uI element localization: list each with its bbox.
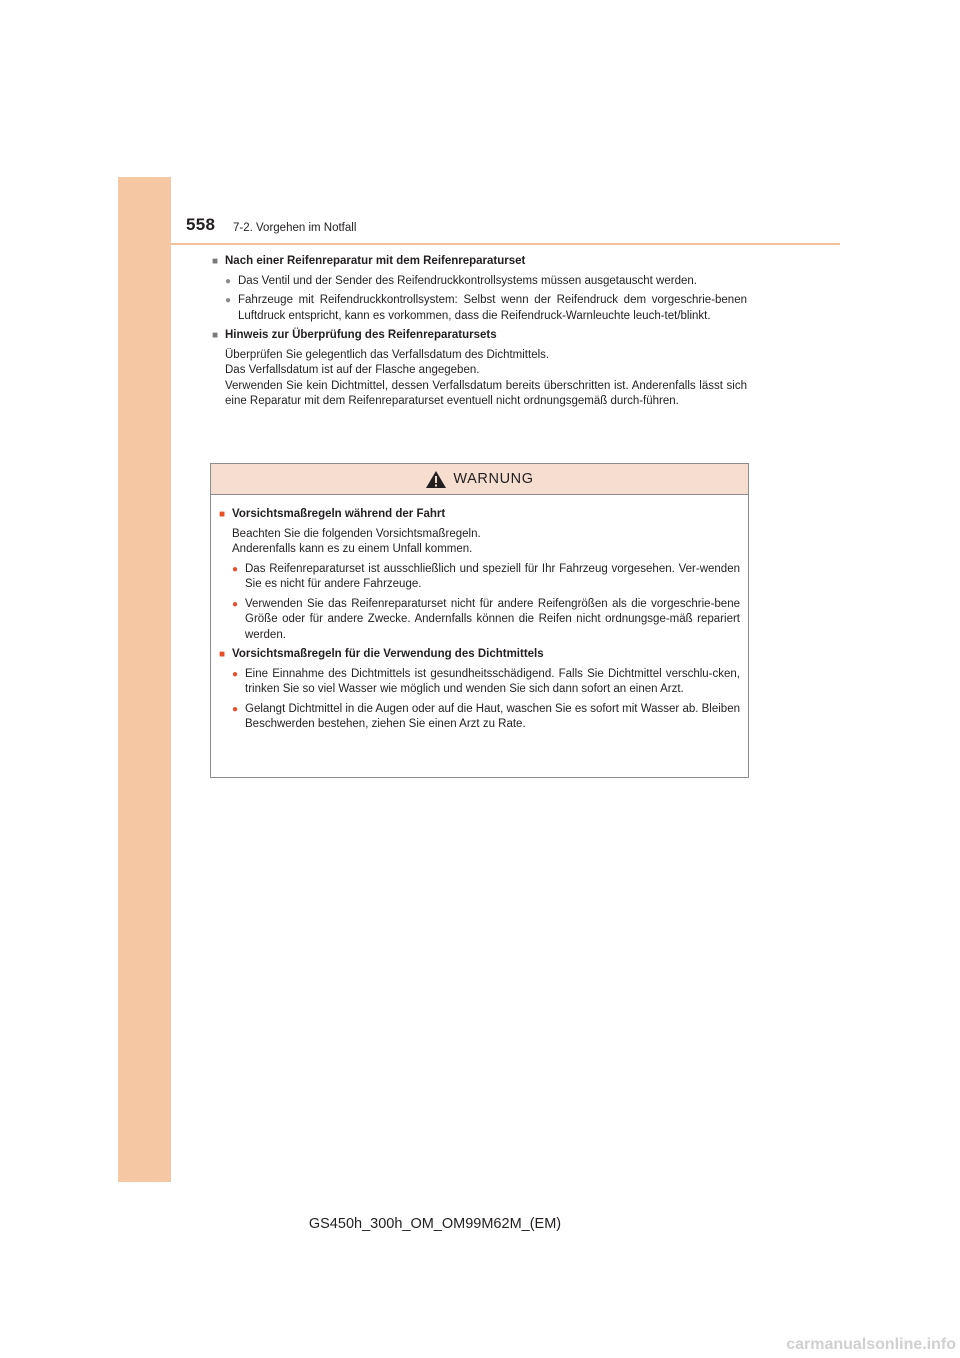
list-item [225,274,747,290]
paragraph-line: Anderenfalls kann es zu einem Unfall kommen. [232,543,473,555]
warning-triangle-icon [425,470,447,489]
paragraph-line: Das Verfallsdatum ist auf der Flasche angegeben. [225,364,480,376]
paragraph [232,527,740,558]
list-item-text: Fahrzeuge mit Reifendruckkontrollsystem: Selbst wenn der Reifendruck dem vorgeschrie-benen Luftdruck entspricht, kann es vorkommen, dass die Reifendruck-Warnleuchte leuch-tet/blinkt. [238,294,747,322]
circle-bullet-icon: ● [225,295,232,306]
square-bullet-icon: ■ [219,649,226,660]
warning-heading [219,647,740,663]
main-content [212,254,747,414]
section-title: 7-2. Vorgehen im Notfall [233,222,357,234]
square-bullet-icon: ■ [219,509,226,520]
square-bullet-icon: ■ [212,256,219,267]
paragraph-line: Überprüfen Sie gelegentlich das Verfallsdatum des Dichtmittels. [225,348,550,361]
warning-heading-text: Vorsichtsmaßregeln für die Verwendung des Dichtmittels [232,648,544,660]
watermark: carmanualsonline.info [786,1336,956,1353]
paragraph-line: Verwenden Sie kein Dichtmittel, dessen Verfallsdatum bereits überschritten ist. Anderenfalls lässt sich eine Reparatur mit dem Reifenreparaturset eventuell nicht ordnungsgemäß durch-führen. [225,379,747,407]
list-item [232,667,740,698]
warning-title: WARNUNG [453,471,534,487]
footer-doc-id: GS450h_300h_OM_OM99M62M_(EM) [308,1216,562,1232]
list-item [232,562,740,593]
section-heading [212,328,747,344]
list-item [232,702,740,733]
circle-bullet-icon: ● [232,668,239,680]
circle-bullet-icon: ● [225,275,232,287]
square-bullet-icon: ■ [212,330,219,341]
list-item-text: Das Ventil und der Sender des Reifendruckkontrollsystems müssen ausgetauscht werden. [238,274,697,287]
paragraph-line: Beachten Sie die folgenden Vorsichtsmaßregeln. [232,527,481,540]
circle-bullet-icon: ● [232,703,239,715]
warning-heading [219,507,740,523]
list-item-text: Das Reifenreparaturset ist ausschließlich und speziell für Ihr Fahrzeug vorgesehen. Ver-wenden Sie es nicht für andere Fahrzeuge. [245,562,740,590]
list-item-text: Eine Einnahme des Dichtmittels ist gesundheitsschädigend. Falls Sie Dichtmittel verschlu-cken, trinken Sie so viel Wasser wie möglich und wenden Sie sich dann sofort an einen Arzt. [245,667,740,695]
list-item [225,293,747,324]
section-heading-text: Nach einer Reifenreparatur mit dem Reifenreparaturset [225,255,526,267]
section-heading [212,254,747,270]
warning-box [210,463,749,778]
circle-bullet-icon: ● [232,598,239,610]
list-item [232,597,740,644]
chapter-sidebar-tab [118,177,171,1182]
circle-bullet-icon: ● [232,563,239,575]
section-heading-text: Hinweis zur Überprüfung des Reifenreparatursets [225,329,497,341]
list-item-text: Verwenden Sie das Reifenreparaturset nicht für andere Reifengrößen als die vorgeschrie-bene Größe oder für andere Zwecke. Andernfalls können die Reifen nicht ordnungsge-mäß repariert werden. [245,597,740,641]
header-rule [171,243,840,245]
warning-body [211,495,748,733]
list-item-text: Gelangt Dichtmittel in die Augen oder auf die Haut, waschen Sie es sofort mit Wasser ab. Bleiben Beschwerden bestehen, ziehen Sie einen Arzt zu Rate. [245,702,740,730]
paragraph [225,348,747,410]
warning-header [211,464,748,495]
warning-heading-text: Vorsichtsmaßregeln während der Fahrt [232,508,446,520]
page-number: 558 [186,215,216,234]
